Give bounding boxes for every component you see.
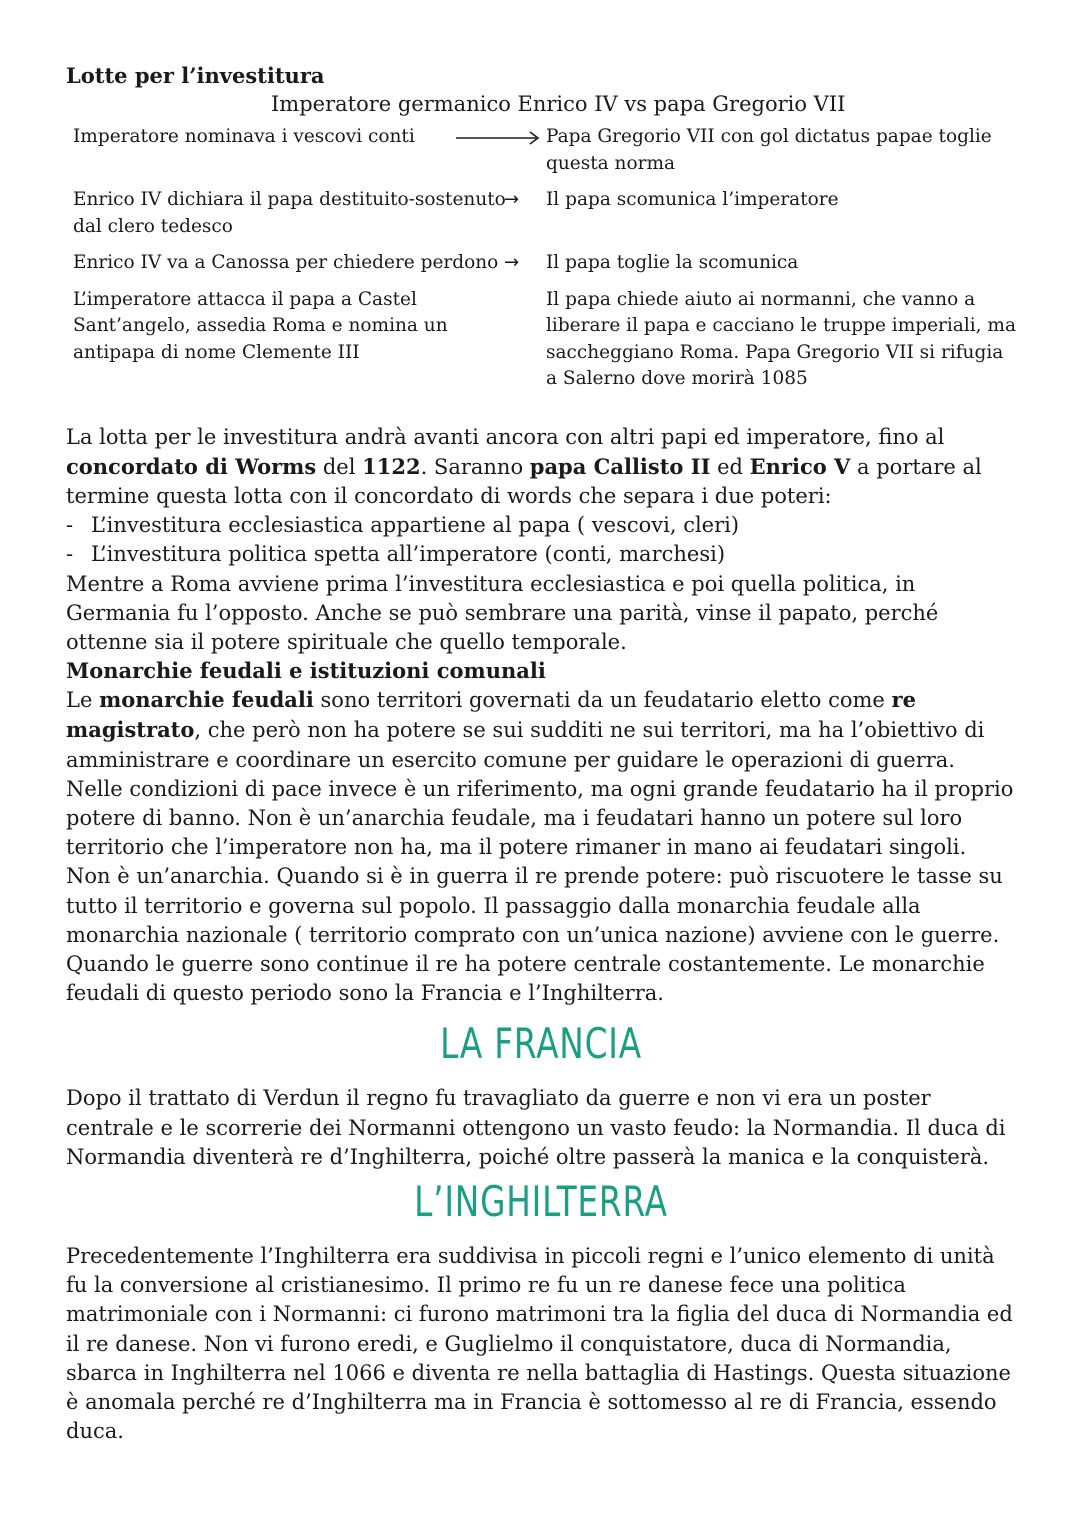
row-right: Papa Gregorio VII con gol dictatus papae toglie questa norma	[546, 126, 992, 174]
list-item	[66, 540, 1016, 569]
row-right: Il papa chiede aiuto ai normanni, che vanno a liberare il papa e cacciano le truppe imperiali, ma saccheggiano Roma. Papa Gregorio VII si rifugia a Salerno dove morirà 1085	[546, 288, 1016, 389]
heading-inghilterra: L’INGHILTERRA	[414, 1176, 668, 1226]
text-span: Le	[66, 688, 100, 713]
row-left: Enrico IV va a Canossa per chiedere perdono	[73, 252, 499, 273]
bold-text: papa Callisto II	[529, 453, 711, 479]
text-span: sono territori governati da un feudatario eletto come	[313, 688, 892, 713]
bold-text: Enrico V	[749, 453, 851, 479]
text-span: , che però non ha potere se sui sudditi ne sui territori, ma ha l’obiettivo di amministrare e coordinare un esercito comune per guidare le operazioni di guerra. Nelle condizioni di pace invece è un riferimento, ma ogni grande feudatario ha il proprio potere di banno. Non è un’anarchia feudale, ma i feudatari hanno un potere sul loro territorio che l’imperatore non ha, ma il potere rimaner in mano ai feudatari singoli. Non è un’anarchia. Quando si è in guerra il re prende potere: può riscuotere le tasse su tutto il territorio e governa sul popolo. Il passaggio dalla monarchia feudale alla monarchia nazionale ( territorio comprato con un’unica nazione) avviene con le guerre. Quando le guerre sono continue il re ha potere centrale costantemente. Le monarchie feudali di questo periodo sono la Francia e l’Inghilterra.	[66, 718, 1014, 1006]
bold-text: concordato di Worms	[66, 453, 317, 479]
long-arrow-icon	[456, 127, 542, 147]
bold-text: monarchie feudali	[99, 687, 314, 713]
monarchie-paragraph	[66, 685, 1016, 1008]
table-row	[66, 250, 1016, 277]
section-title-investitura: Lotte per l’investitura	[66, 63, 325, 88]
investiture-list	[66, 511, 1016, 569]
row-left: L’imperatore attacca il papa a Castel Sant’angelo, assedia Roma e nomina un antipapa di nome Clemente III	[73, 288, 448, 363]
table-row	[66, 187, 1016, 240]
text-span: del	[316, 454, 363, 479]
text-span: a portare al termine questa lotta con il concordato di words che separa i due poteri:	[66, 454, 982, 508]
investitura-subtitle: Imperatore germanico Enrico IV vs papa Gregorio VII	[271, 92, 846, 116]
list-item-text: L’investitura ecclesiastica appartiene al papa ( vescovi, cleri)	[91, 513, 740, 538]
inghilterra-paragraph: Precedentemente l’Inghilterra era suddivisa in piccoli regni e l’unico elemento di unità fu la conversione al cristianesimo. Il primo re fu un re danese fece una politica matrimoniale con i Normanni: ci furono matrimoni tra la figlia del duca di Normandia ed il re danese. Non vi furono eredi, e Guglielmo il conquistatore, duca di Normandia, sbarca in Inghilterra nel 1066 e diventa re nella battaglia di Hastings. Questa situazione è anomala perché re d’Inghilterra ma in Francia è sottomesso al re di Francia, essendo duca.	[66, 1243, 1013, 1444]
bold-text: re magistrato	[66, 687, 916, 743]
list-marker: -	[66, 513, 74, 538]
text-span: ed	[710, 454, 750, 479]
heading-francia: LA FRANCIA	[440, 1019, 642, 1069]
list-marker: -	[66, 542, 74, 567]
row-left: Imperatore nominava i vescovi conti	[73, 126, 415, 147]
bold-text: 1122	[362, 453, 421, 479]
list-item	[66, 511, 1016, 540]
papato-paragraph: Mentre a Roma avviene prima l’investitura ecclesiastica e poi quella politica, in Germania fu l’opposto. Anche se può sembrare una parità, vinse il papato, perché ottenne sia il potere spirituale che quello temporale.	[66, 571, 939, 654]
arrow-icon: →	[504, 189, 520, 210]
list-item-text: L’investitura politica spetta all’imperatore (conti, marchesi)	[91, 542, 726, 567]
investitura-table	[66, 124, 1016, 393]
table-row	[66, 287, 1016, 393]
worms-paragraph	[66, 423, 1016, 512]
row-right: Il papa toglie la scomunica	[546, 252, 799, 273]
row-right: Il papa scomunica l’imperatore	[546, 189, 839, 210]
text-span: La lotta per le investitura andrà avanti ancora con altri papi ed imperatore, fino al	[66, 424, 945, 449]
section-title-monarchie: Monarchie feudali e istituzioni comunali	[66, 658, 546, 684]
francia-paragraph: Dopo il trattato di Verdun il regno fu travagliato da guerre e non vi era un poster centrale e le scorrerie dei Normanni ottengono un vasto feudo: la Normandia. Il duca di Normandia diventerà re d’Inghilterra, poiché oltre passerà la manica e la conquisterà.	[66, 1086, 1006, 1169]
row-left: Enrico IV dichiara il papa destituito-sostenuto dal clero tedesco	[73, 189, 506, 237]
page-content	[66, 62, 1016, 1446]
table-row	[66, 124, 1016, 177]
arrow-icon: →	[504, 252, 520, 273]
text-span: . Saranno	[420, 454, 530, 479]
